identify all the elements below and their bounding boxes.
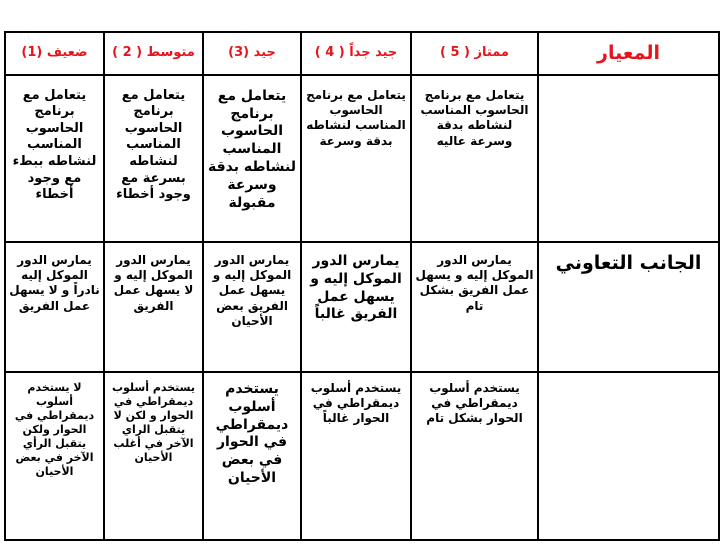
header-row [5,32,719,75]
header-criterion: المعيار [538,32,719,75]
weak-cell: يتعامل مع برنامج الحاسوب المناسب لنشاطه ببطء مع وجود أخطاء [5,75,104,242]
header-good: جيد (3) [203,32,301,75]
average-cell: يمارس الدور الموكل إليه و لا يسهل عمل الفريق [104,242,203,372]
excellent-cell: يمارس الدور الموكل إليه و يسهل عمل الفريق بشكل تام [411,242,538,372]
weak-cell: يمارس الدور الموكل إليه نادراً و لا يسهل عمل الفريق [5,242,104,372]
criterion-cell: الجانب التعاوني [538,242,719,372]
excellent-cell: يتعامل مع برنامج الحاسوب المناسب لنشاطه بدقة وسرعة عاليه [411,75,538,242]
criterion-cell [538,75,719,242]
header-very-good: جيد جداً ( 4 ) [301,32,411,75]
table-row [5,242,719,372]
good-cell: يستخدم أسلوب ديمقراطي في الحوار في بعض الأحيان [203,372,301,540]
very-good-cell: يستخدم أسلوب ديمقراطي في الحوار غالباً [301,372,411,540]
rubric-table [4,31,720,541]
header-average: متوسط ( 2 ) [104,32,203,75]
table-row [5,372,719,540]
average-cell: يستخدم أسلوب ديمقراطي في الحوار و لكن لا يتقبل الراي الآخر في أغلب الأحيان [104,372,203,540]
good-cell: يتعامل مع برنامج الحاسوب المناسب لنشاطه بدقة وسرعة مقبولة [203,75,301,242]
very-good-cell: يتعامل مع برنامج الحاسوب المناسب لنشاطه بدقة وسرعة [301,75,411,242]
criterion-cell [538,372,719,540]
weak-cell: لا يستخدم أسلوب ديمقراطي في الحوار ولكن يتقبل الرأي الآخر في بعض الأحيان [5,372,104,540]
header-excellent: ممتاز ( 5 ) [411,32,538,75]
average-cell: يتعامل مع برنامج الحاسوب المناسب لنشاطه بسرعة مع وجود أخطاء [104,75,203,242]
header-weak: ضعيف (1) [5,32,104,75]
excellent-cell: يستخدم أسلوب ديمقراطي في الحوار بشكل تام [411,372,538,540]
very-good-cell: يمارس الدور الموكل إليه و يسهل عمل الفريق غالباً [301,242,411,372]
good-cell: يمارس الدور الموكل إليه و يسهل عمل الفريق بعض الأحيان [203,242,301,372]
table-row [5,75,719,242]
